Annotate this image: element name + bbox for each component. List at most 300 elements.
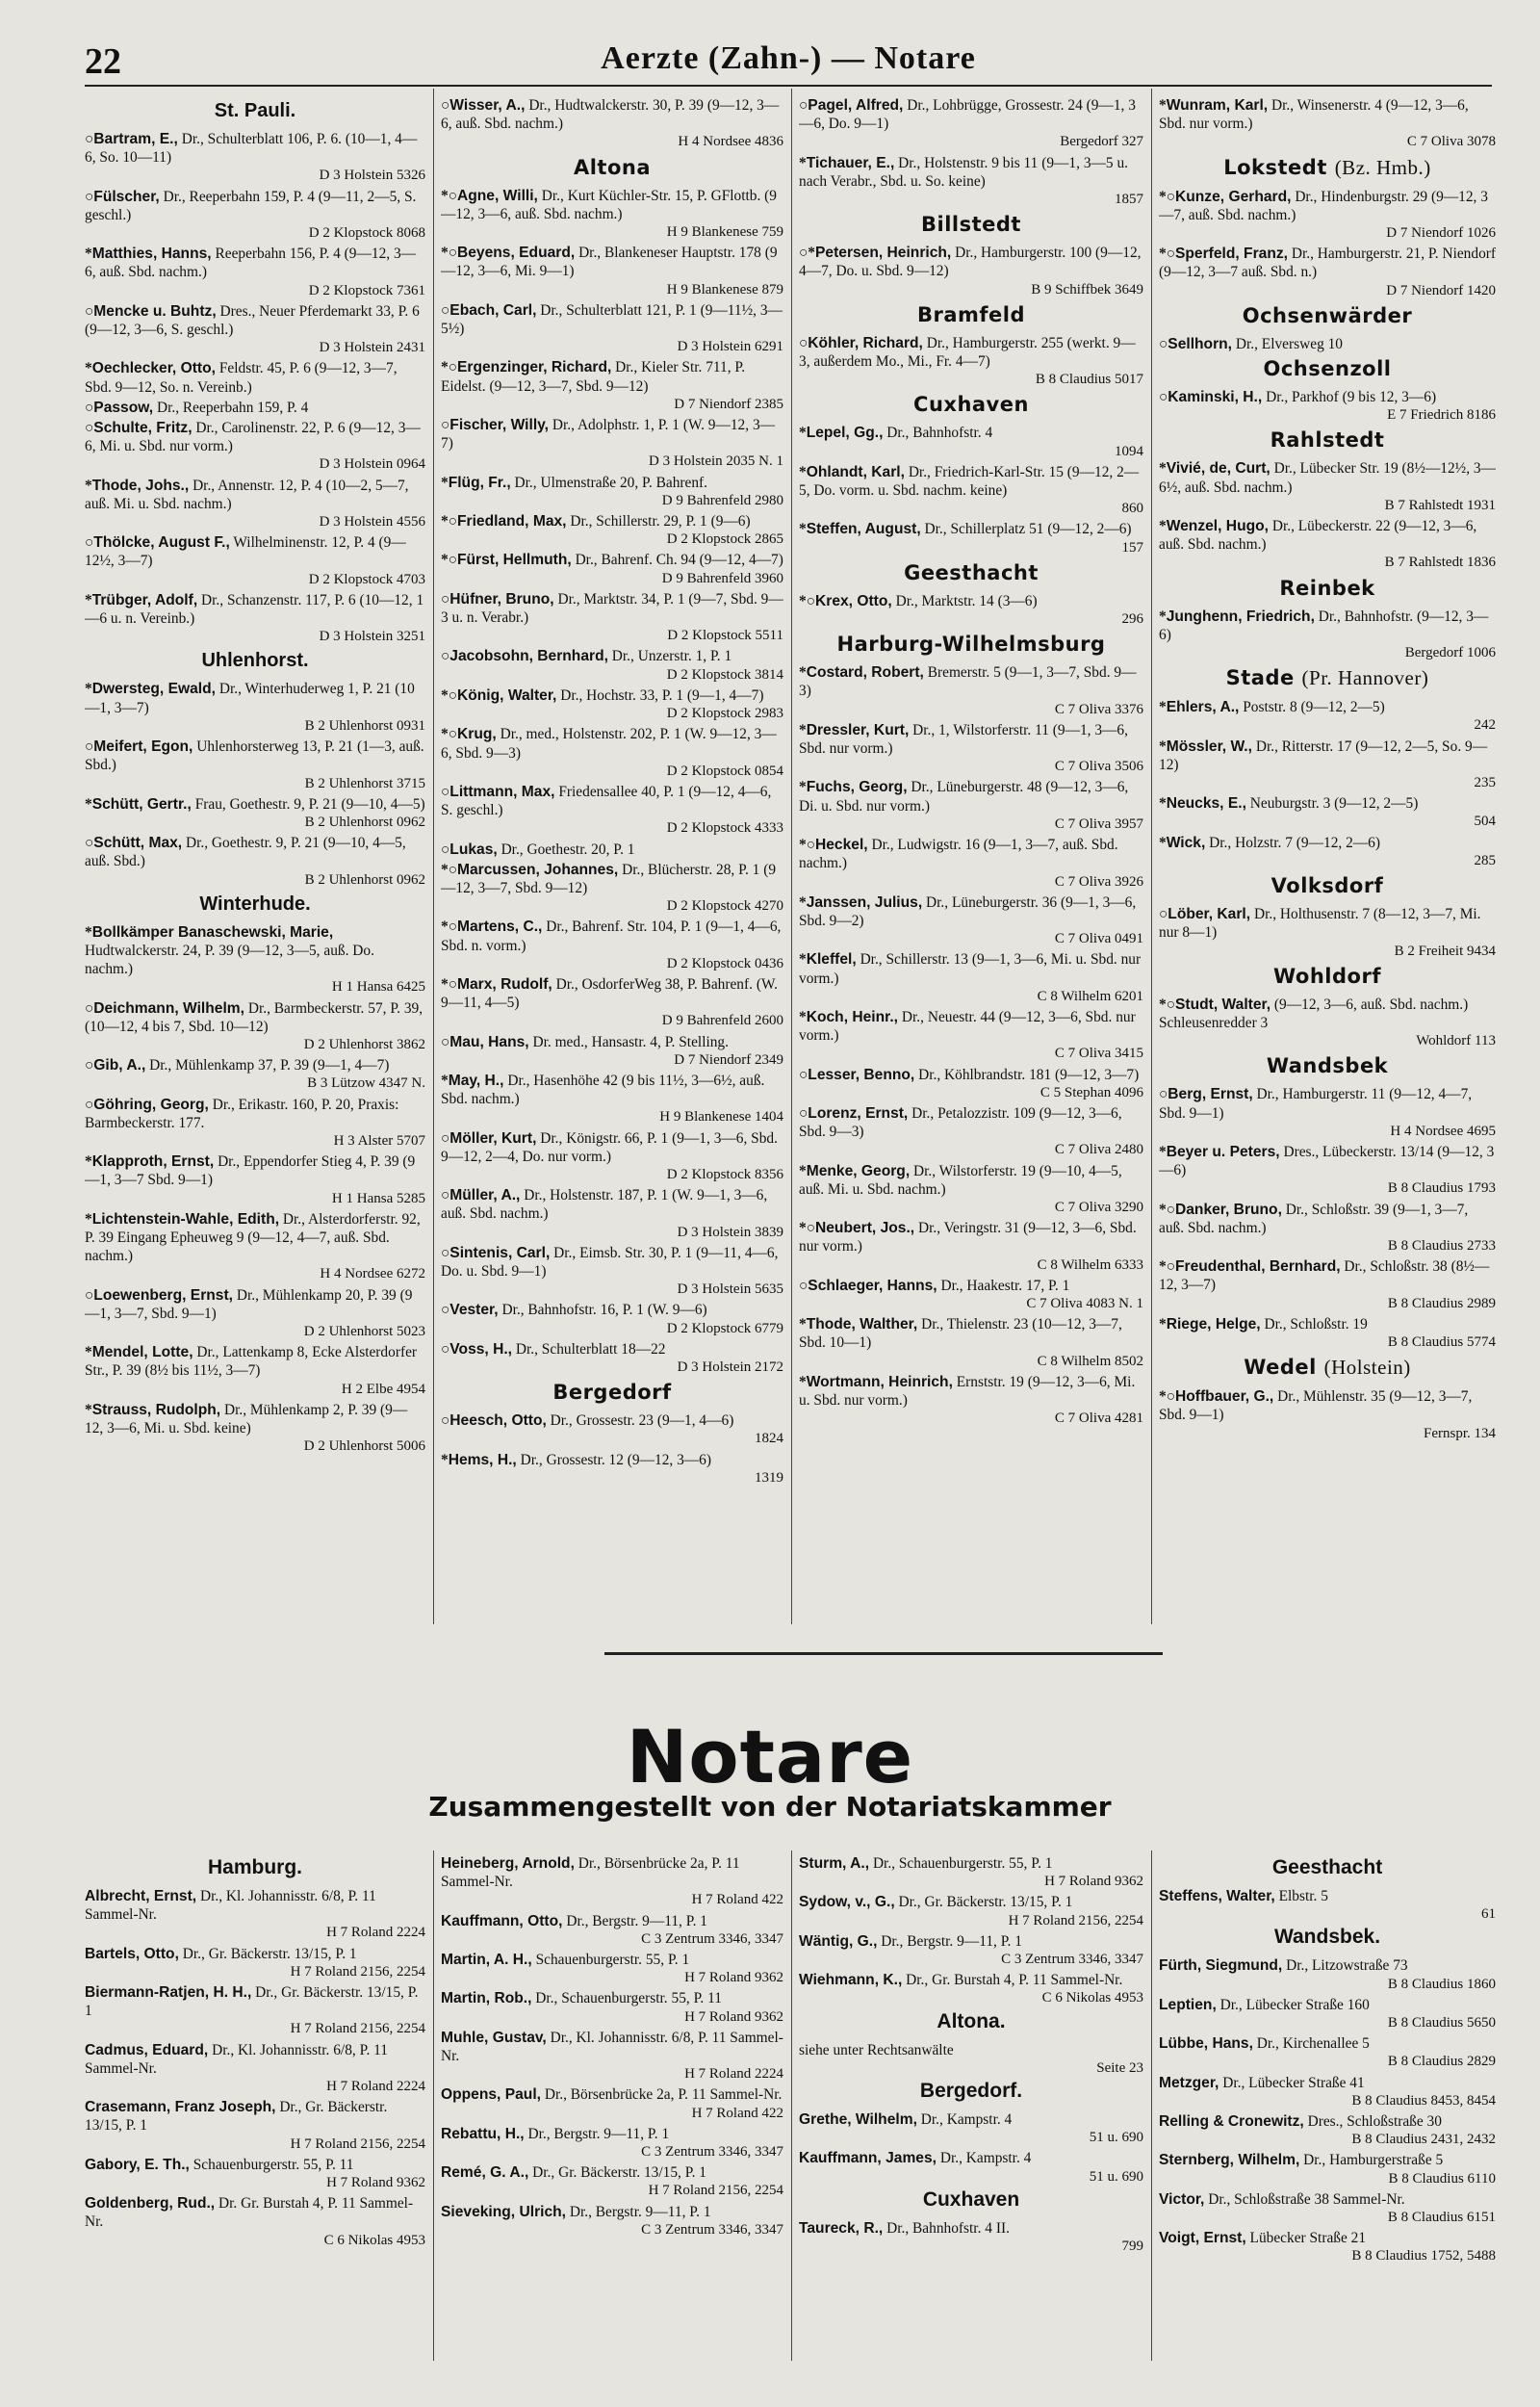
section-heading-text: Reinbek bbox=[1279, 576, 1375, 600]
list-item bbox=[85, 419, 425, 475]
list-item bbox=[1159, 2112, 1496, 2149]
list-item bbox=[85, 533, 425, 589]
entry-name: Sydow, v., G., bbox=[799, 1894, 895, 1911]
list-item bbox=[441, 512, 783, 549]
list-item bbox=[1159, 1387, 1496, 1443]
entry-marker: * bbox=[85, 1344, 92, 1361]
list-item bbox=[85, 477, 425, 532]
entry-marker: *○ bbox=[799, 592, 815, 609]
entry-details: Elbstr. 5 bbox=[1278, 1888, 1328, 1904]
list-item bbox=[441, 1129, 783, 1185]
entry-phone: D 3 Holstein 3839 bbox=[677, 1224, 783, 1240]
entry-details: Friedensallee 40, P. 1 (9—12, 4—6, S. geschl.) bbox=[441, 783, 772, 819]
entry-details: Dr., Bergstr. 9—11, P. 1 bbox=[527, 2125, 670, 2142]
list-item bbox=[1159, 1143, 1496, 1199]
entry-name: Ehlers, A., bbox=[1166, 699, 1240, 716]
section-heading-text: Bramfeld bbox=[916, 302, 1026, 326]
entry-phone: Fernspr. 134 bbox=[1424, 1425, 1496, 1441]
entry-phone: H 1 Hansa 6425 bbox=[331, 979, 425, 996]
column-divider bbox=[1151, 89, 1152, 1624]
notary-column-2 bbox=[441, 1854, 783, 2374]
entry-marker: * bbox=[799, 893, 807, 911]
entry-name: Jacobsohn, Bernhard, bbox=[449, 648, 608, 665]
entry-phone: D 2 Klopstock 3814 bbox=[666, 666, 783, 683]
entry-phone: B 2 Uhlenhorst 0931 bbox=[304, 717, 425, 734]
entry-marker: ○ bbox=[799, 97, 808, 114]
entry-name: Oppens, Paul, bbox=[441, 2086, 541, 2104]
entry-name: Petersen, Heinrich, bbox=[815, 245, 952, 262]
entry-details: Dr., Schillerplatz 51 (9—12, 2—6) bbox=[924, 521, 1132, 538]
entry-phone: 1824 bbox=[755, 1431, 783, 1447]
list-item bbox=[441, 1411, 783, 1448]
entry-phone: H 3 Alster 5707 bbox=[333, 1132, 425, 1149]
entry-marker: ○ bbox=[1159, 1086, 1168, 1103]
entry-marker: * bbox=[441, 1451, 449, 1468]
entry-marker: ○ bbox=[799, 1277, 808, 1294]
list-item bbox=[799, 244, 1143, 299]
entry-name: Lichtenstein-Wahle, Edith, bbox=[91, 1210, 280, 1228]
entry-phone: D 3 Holstein 2431 bbox=[319, 340, 425, 356]
entry-name: Kauffmann, James, bbox=[799, 2150, 937, 2167]
list-item bbox=[1159, 1956, 1496, 1993]
entry-name: May, H., bbox=[448, 1072, 504, 1089]
entry-marker: ○ bbox=[441, 1412, 450, 1430]
entry-phone: C 7 Oliva 3506 bbox=[1054, 759, 1143, 775]
entry-marker: *○ bbox=[1159, 1201, 1175, 1218]
entry-marker: * bbox=[1159, 738, 1167, 755]
entry-phone: 285 bbox=[1474, 852, 1496, 868]
page-header bbox=[85, 35, 1492, 87]
entry-phone: H 7 Roland 9362 bbox=[684, 2008, 783, 2025]
list-item bbox=[85, 302, 425, 358]
entry-phone: D 2 Klopstock 2865 bbox=[666, 531, 783, 548]
entry-details: Dr., Parkhof (9 bis 12, 3—6) bbox=[1266, 389, 1437, 406]
entry-details: Ernststr. 19 (9—12, 3—6, Mi. u. Sbd. nur vorm.) bbox=[799, 1373, 1136, 1409]
entry-marker: ○ bbox=[441, 97, 450, 114]
entry-name: Sieveking, Ulrich, bbox=[441, 2203, 566, 2220]
section-heading-subtext: (Holstein) bbox=[1323, 1356, 1411, 1380]
entry-name: Dwersteg, Ewald, bbox=[91, 681, 216, 698]
entry-name: Biermann-Ratjen, H. H., bbox=[85, 1984, 252, 2002]
entry-marker: * bbox=[1159, 795, 1167, 813]
list-item bbox=[441, 1989, 783, 2026]
entry-details: Dres., Lübeckerstr. 13/14 (9—12, 3—6) bbox=[1159, 1143, 1495, 1179]
entry-phone: 296 bbox=[1121, 611, 1143, 628]
entry-details: Dr., Hamburgerstr. 21, P. Niendorf (9—12, 3—7 auß. Sbd. n.) bbox=[1159, 246, 1496, 281]
list-item bbox=[441, 1033, 783, 1070]
entry-details: Neuburgstr. 3 (9—12, 2—5) bbox=[1249, 795, 1419, 813]
entry-marker: ○ bbox=[85, 1096, 94, 1113]
entry-phone: C 8 Wilhelm 6201 bbox=[1037, 988, 1143, 1004]
column-divider bbox=[791, 89, 792, 1624]
entry-phone: D 3 Holstein 6291 bbox=[677, 339, 783, 355]
entry-phone: D 2 Uhlenhorst 3862 bbox=[303, 1036, 425, 1052]
entry-name: Metzger, bbox=[1159, 2074, 1219, 2091]
notary-column-3 bbox=[799, 1854, 1143, 2374]
entry-phone: 504 bbox=[1474, 814, 1496, 830]
entry-details: Dr., Bahnhofstr. 16, P. 1 (W. 9—6) bbox=[501, 1302, 707, 1319]
entry-phone: H 7 Roland 2156, 2254 bbox=[648, 2183, 783, 2199]
list-item bbox=[85, 738, 425, 793]
entry-name: Marx, Rudolf, bbox=[457, 975, 552, 993]
entry-details: Dr., Kampstr. 4 bbox=[939, 2150, 1032, 2167]
section-heading-text: Wandsbek bbox=[1266, 1054, 1389, 1078]
section-heading bbox=[799, 393, 1143, 416]
entry-marker: *○ bbox=[441, 552, 457, 569]
entry-name: Fuchs, Georg, bbox=[806, 779, 908, 796]
entry-name: Agne, Willi, bbox=[457, 187, 538, 204]
entry-phone: B 8 Claudius 1793 bbox=[1387, 1180, 1496, 1197]
entry-name: Wiehmann, K., bbox=[799, 1972, 903, 1989]
entry-name: Sellhorn, bbox=[1168, 335, 1233, 352]
list-item bbox=[85, 1983, 425, 2039]
entry-details: Dr., Winsenerstr. 4 (9—12, 3—6, Sbd. nur vorm.) bbox=[1159, 97, 1469, 133]
entry-details: Dr., Schloßstr. 19 bbox=[1264, 1315, 1368, 1333]
entry-details: Dr., Petalozzistr. 109 (9—12, 3—6, Sbd. 9—3) bbox=[799, 1104, 1122, 1141]
entry-details: Dr., Kirchenallee 5 bbox=[1256, 2035, 1370, 2053]
entry-details: Dr., Schulterblatt 121, P. 1 (9—11½, 3—5½) bbox=[441, 301, 783, 338]
entry-phone: H 4 Nordsee 6272 bbox=[320, 1266, 425, 1282]
entry-phone: D 2 Klopstock 2983 bbox=[666, 706, 783, 722]
entry-details: Dr., Gr. Burstah 4, P. 11 Sammel-Nr. bbox=[906, 1972, 1123, 1989]
list-item bbox=[1159, 1201, 1496, 1256]
entry-name: Meifert, Egon, bbox=[93, 738, 193, 756]
entry-name: Kunze, Gerhard, bbox=[1175, 188, 1292, 205]
entry-marker: * bbox=[1159, 97, 1167, 114]
section-heading-text: Ochsenzoll bbox=[1263, 357, 1392, 381]
entry-name: Bartels, Otto, bbox=[85, 1945, 179, 1962]
entry-details: Dr., Ludwigstr. 16 (9—1, 3—7, auß. Sbd. nachm.) bbox=[799, 837, 1118, 872]
list-item bbox=[799, 893, 1143, 949]
entry-marker: * bbox=[799, 521, 807, 538]
entry-phone: D 3 Holstein 4556 bbox=[319, 514, 425, 531]
section-heading-text: Harburg-Wilhelmsburg bbox=[836, 633, 1106, 657]
entry-phone: C 7 Oliva 2480 bbox=[1054, 1142, 1143, 1158]
list-item bbox=[441, 1244, 783, 1300]
entry-name: Wunram, Karl, bbox=[1166, 97, 1269, 114]
entry-name: Bartram, E., bbox=[93, 131, 178, 147]
section-heading bbox=[85, 650, 425, 672]
entry-marker: * bbox=[85, 1401, 92, 1418]
list-item bbox=[799, 1373, 1143, 1429]
section-heading-text: Wohldorf bbox=[1273, 964, 1381, 988]
entry-name: Krex, Otto, bbox=[815, 592, 892, 609]
entry-name: Kauffmann, Otto, bbox=[441, 1912, 563, 1929]
entry-name: Tichauer, E., bbox=[806, 154, 895, 171]
entry-details: Dr., Winterhuderweg 1, P. 21 (10—1, 3—7) bbox=[85, 681, 415, 716]
list-item bbox=[799, 2149, 1143, 2186]
list-item bbox=[441, 2029, 783, 2084]
entry-marker: * bbox=[799, 1316, 807, 1333]
entry-details: Dr., Holstenstr. 187, P. 1 (W. 9—1, 3—6, auß. Sbd. nachm.) bbox=[441, 1187, 768, 1223]
entry-phone: D 2 Klopstock 0436 bbox=[666, 955, 783, 971]
entry-phone: C 7 Oliva 4083 N. 1 bbox=[1026, 1295, 1143, 1311]
entry-name: Lepel, Gg., bbox=[806, 425, 884, 442]
entry-marker: ○ bbox=[1159, 906, 1168, 923]
list-item bbox=[1159, 2034, 1496, 2071]
entry-marker: ○ bbox=[441, 1129, 450, 1147]
entry-phone: D 9 Bahrenfeld 2980 bbox=[661, 492, 783, 508]
section-heading bbox=[1159, 965, 1496, 988]
list-item bbox=[1159, 905, 1496, 961]
entry-marker: ○ bbox=[85, 534, 94, 552]
entry-marker: ○ bbox=[441, 301, 450, 319]
entry-name: Steffens, Walter, bbox=[1159, 1888, 1275, 1904]
entry-phone: D 2 Klopstock 0854 bbox=[666, 763, 783, 779]
list-item bbox=[799, 1104, 1143, 1160]
entry-name: Kleffel, bbox=[806, 951, 857, 969]
entry-marker: ○ bbox=[85, 302, 94, 320]
entry-name: Wick, bbox=[1166, 834, 1206, 851]
entry-marker: ○ bbox=[799, 1066, 808, 1083]
entry-details: Dr., Wilstorferstr. 19 (9—10, 4—5, auß. Mi. u. Sbd. nachm.) bbox=[799, 1162, 1122, 1198]
entry-name: Junghenn, Friedrich, bbox=[1166, 608, 1315, 625]
entry-name: Sintenis, Carl, bbox=[449, 1244, 551, 1261]
column-divider bbox=[433, 89, 434, 1624]
list-item bbox=[441, 2203, 783, 2239]
entry-marker: * bbox=[799, 951, 807, 969]
entry-phone: C 5 Stephan 4096 bbox=[1040, 1084, 1143, 1100]
entry-name: Thölcke, August F., bbox=[93, 534, 230, 552]
entry-details: Dr., Lohbrügge, Grossestr. 24 (9—1, 3—6, Do. 9—1) bbox=[799, 97, 1136, 133]
entry-phone: H 4 Nordsee 4836 bbox=[678, 134, 783, 150]
entry-marker: *○ bbox=[1159, 996, 1175, 1013]
entry-details: Dr., Ritterstr. 17 (9—12, 2—5, So. 9—12) bbox=[1159, 738, 1488, 773]
entry-name: Bollkämper Banaschewski, Marie, bbox=[91, 923, 334, 941]
entry-details: Dr., Lübecker Str. 19 (8½—12½, 3—6½, auß. Sbd. nachm.) bbox=[1159, 460, 1496, 496]
entry-phone: Seite 23 bbox=[1096, 2059, 1143, 2076]
entry-phone: D 2 Klopstock 7361 bbox=[308, 282, 425, 298]
entry-details: Dr., Schauenburgerstr. 55, P. 1 bbox=[872, 1855, 1053, 1872]
entry-marker: *○ bbox=[441, 861, 457, 878]
entry-phone: B 8 Claudius 1860 bbox=[1387, 1976, 1496, 1992]
entry-name: Marcussen, Johannes, bbox=[457, 861, 619, 878]
list-item bbox=[85, 1343, 425, 1399]
entry-phone: H 7 Roland 2156, 2254 bbox=[290, 1963, 425, 1980]
entry-phone: C 7 Oliva 0491 bbox=[1054, 931, 1143, 947]
list-item bbox=[85, 795, 425, 832]
entry-phone: D 2 Klopstock 5511 bbox=[667, 628, 783, 644]
list-item bbox=[85, 130, 425, 186]
list-item bbox=[441, 301, 783, 357]
list-item bbox=[441, 861, 783, 917]
entry-phone: H 7 Roland 2156, 2254 bbox=[290, 2021, 425, 2037]
list-item bbox=[799, 1008, 1143, 1064]
list-item bbox=[85, 245, 425, 300]
entry-phone: H 2 Elbe 4954 bbox=[341, 1381, 425, 1397]
entry-marker: ○ bbox=[441, 417, 450, 434]
entry-details: Dr., Kl. Johannisstr. 6/8, P. 11 Sammel-Nr. bbox=[85, 2041, 388, 2077]
entry-name: Freudenthal, Bernhard, bbox=[1175, 1258, 1341, 1276]
entry-phone: D 7 Niendorf 2349 bbox=[674, 1051, 783, 1068]
list-item bbox=[799, 836, 1143, 892]
list-item bbox=[799, 1971, 1143, 2007]
entry-phone: C 3 Zentrum 3346, 3347 bbox=[1001, 1952, 1143, 1968]
list-item bbox=[441, 1186, 783, 1242]
entry-phone: H 7 Roland 2224 bbox=[326, 1925, 425, 1941]
entry-marker: * bbox=[1159, 1143, 1167, 1160]
entry-marker: ○ bbox=[85, 399, 94, 416]
entry-details: Dr., Ulmenstraße 20, P. Bahrenf. bbox=[514, 474, 708, 491]
list-item bbox=[441, 1451, 783, 1488]
list-item bbox=[1159, 2074, 1496, 2110]
notary-column-1 bbox=[85, 1854, 425, 2374]
list-item bbox=[441, 2163, 783, 2200]
entry-marker: * bbox=[441, 1072, 449, 1089]
entry-name: Fischer, Willy, bbox=[449, 417, 549, 434]
entry-marker: * bbox=[85, 1153, 92, 1171]
entry-marker: ○ bbox=[85, 188, 94, 205]
entry-name: Löber, Karl, bbox=[1168, 906, 1251, 923]
entry-marker: * bbox=[1159, 834, 1167, 851]
entry-details: Dr., Lübeckerstr. 22 (9—12, 3—6, auß. Sbd. nachm.) bbox=[1159, 518, 1477, 554]
list-item bbox=[799, 2041, 1143, 2078]
entry-phone: B 8 Claudius 5650 bbox=[1387, 2015, 1496, 2032]
entry-details: Dr., Gr. Bäckerstr. 13/15, P. 1 bbox=[85, 1984, 419, 2020]
entry-details: Dr., Bahnhofstr. 4 II. bbox=[886, 2219, 1010, 2237]
entry-details: Dr. Gr. Burstah 4, P. 11 Sammel-Nr. bbox=[85, 2195, 414, 2231]
entry-marker: ○ bbox=[1159, 389, 1168, 406]
entry-phone: B 2 Uhlenhorst 0962 bbox=[304, 814, 425, 830]
list-item bbox=[441, 725, 783, 781]
section-heading-text: Rahlstedt bbox=[1270, 428, 1385, 453]
entry-phone: 860 bbox=[1121, 501, 1143, 517]
entry-details: Dr., Eimsb. Str. 30, P. 1 (9—11, 4—6, Do. u. Sbd. 9—1) bbox=[441, 1244, 779, 1280]
list-item bbox=[441, 358, 783, 414]
list-item bbox=[1159, 2190, 1496, 2227]
entry-name: Koch, Heinr., bbox=[806, 1008, 899, 1025]
entry-name: Pagel, Alfred, bbox=[808, 97, 904, 114]
entry-marker: *○ bbox=[441, 726, 457, 743]
entry-phone: 61 bbox=[1481, 1906, 1496, 1923]
entry-name: Ohlandt, Karl, bbox=[806, 463, 905, 480]
list-item bbox=[1159, 834, 1496, 870]
list-item bbox=[441, 975, 783, 1031]
entry-marker: *○ bbox=[1159, 1388, 1175, 1406]
entry-phone: B 2 Uhlenhorst 0962 bbox=[304, 871, 425, 888]
entry-details: Dr., Alsterdorferstr. 92, P. 39 Eingang Epheuweg 9 (9—12, 4—7, auß. Sbd. nachm.) bbox=[85, 1210, 421, 1265]
entry-phone: Bergedorf 327 bbox=[1060, 134, 1143, 150]
section-heading bbox=[441, 1381, 783, 1404]
entry-details: (9—12, 3—6, auß. Sbd. nachm.) Schleusenredder 3 bbox=[1159, 996, 1469, 1031]
section-heading bbox=[799, 2080, 1143, 2103]
list-item bbox=[799, 2110, 1143, 2147]
entry-phone: D 3 Holstein 3251 bbox=[319, 629, 425, 645]
entry-name: Danker, Bruno, bbox=[1175, 1201, 1282, 1218]
entry-phone: D 2 Klopstock 4703 bbox=[308, 571, 425, 587]
list-item bbox=[799, 1932, 1143, 1969]
list-item bbox=[799, 950, 1143, 1006]
entry-marker: * bbox=[799, 664, 807, 682]
list-item bbox=[441, 551, 783, 587]
entry-marker: * bbox=[441, 474, 449, 491]
list-item bbox=[1159, 794, 1496, 831]
entry-details: Wilhelminenstr. 12, P. 4 (9—12½, 3—7) bbox=[85, 534, 406, 570]
entry-name: Albrecht, Ernst, bbox=[85, 1888, 197, 1904]
list-item bbox=[441, 2125, 783, 2161]
entry-details: Dr., Schloßstraße 38 Sammel-Nr. bbox=[1208, 2190, 1405, 2208]
entry-name: Mössler, W., bbox=[1166, 738, 1252, 755]
list-item bbox=[799, 721, 1143, 777]
entry-marker: ○ bbox=[85, 1286, 94, 1304]
entry-phone: D 3 Holstein 0964 bbox=[319, 456, 425, 473]
entry-marker: * bbox=[799, 779, 807, 796]
entry-name: Gib, A., bbox=[93, 1057, 146, 1074]
list-item bbox=[1159, 459, 1496, 515]
list-item bbox=[85, 2098, 425, 2154]
entry-phone: 242 bbox=[1474, 717, 1496, 734]
entry-marker: ○ bbox=[85, 738, 94, 756]
list-item bbox=[1159, 96, 1496, 152]
column-divider bbox=[433, 1851, 434, 2361]
entry-name: Wäntig, G., bbox=[799, 1932, 878, 1950]
entry-name: Vivié, de, Curt, bbox=[1166, 460, 1270, 478]
entry-details: Dr., Hochstr. 33, P. 1 (9—1, 4—7) bbox=[560, 686, 764, 704]
entry-details: Dr., Gr. Bäckerstr. 13/15, P. 1 bbox=[898, 1894, 1073, 1911]
entry-phone: H 9 Blankenese 879 bbox=[666, 281, 783, 298]
entry-details: Dr., Hamburgerstraße 5 bbox=[1303, 2152, 1444, 2169]
list-item bbox=[85, 399, 425, 417]
entry-phone: H 1 Hansa 5285 bbox=[331, 1190, 425, 1206]
list-item bbox=[441, 244, 783, 299]
list-item bbox=[441, 590, 783, 646]
entry-details: Dr., Lübecker Straße 41 bbox=[1222, 2074, 1365, 2091]
entry-details: Dr., Reeperbahn 159, P. 4 (9—11, 2—5, S. geschl.) bbox=[85, 188, 417, 223]
entry-details: Frau, Goethestr. 9, P. 21 (9—10, 4—5) bbox=[194, 795, 425, 813]
list-item bbox=[799, 592, 1143, 629]
entry-name: Goldenberg, Rud., bbox=[85, 2195, 216, 2213]
entry-phone: H 7 Roland 422 bbox=[691, 1892, 783, 1908]
entry-phone: H 7 Roland 422 bbox=[691, 2105, 783, 2121]
entry-details: Dr., OsdorferWeg 38, P. Bahrenf. (W. 9—11, 4—5) bbox=[441, 975, 778, 1012]
section-heading bbox=[799, 561, 1143, 584]
entry-details: Dr., Holzstr. 7 (9—12, 2—6) bbox=[1209, 834, 1380, 851]
section-heading-text: Billstedt bbox=[921, 213, 1021, 237]
entry-name: Mau, Hans, bbox=[449, 1033, 529, 1050]
entry-phone: H 4 Nordsee 4695 bbox=[1390, 1123, 1496, 1139]
entry-details: Dr., Mühlenkamp 37, P. 39 (9—1, 4—7) bbox=[149, 1057, 390, 1074]
list-item bbox=[85, 999, 425, 1055]
entry-phone: C 7 Oliva 4281 bbox=[1054, 1411, 1143, 1427]
entry-phone: D 3 Holstein 5326 bbox=[319, 168, 425, 184]
list-item bbox=[441, 1301, 783, 1337]
entry-name: Rebattu, H., bbox=[441, 2125, 525, 2142]
list-item bbox=[799, 334, 1143, 390]
list-item bbox=[85, 1096, 425, 1152]
entry-name: Möller, Kurt, bbox=[449, 1129, 537, 1147]
entry-marker: *○ bbox=[1159, 246, 1175, 263]
list-item bbox=[85, 1401, 425, 1457]
entry-phone: 51 u. 690 bbox=[1089, 2168, 1143, 2185]
entry-marker: *○ bbox=[441, 187, 457, 204]
entry-details: Dr., 1, Wilstorferstr. 11 (9—1, 3—6, Sbd. nur vorm.) bbox=[799, 721, 1128, 758]
entry-phone: D 3 Holstein 2172 bbox=[677, 1359, 783, 1375]
entry-name: Taureck, R., bbox=[799, 2219, 884, 2237]
entry-details: Dr., Gr. Bäckerstr. 13/15, P. 1 bbox=[532, 2164, 706, 2182]
entry-name: Wenzel, Hugo, bbox=[1166, 518, 1269, 535]
entry-phone: H 9 Blankenese 759 bbox=[666, 224, 783, 241]
entry-marker: * bbox=[85, 681, 92, 698]
entry-marker: ○ bbox=[441, 783, 450, 800]
section-heading-subtext: (Pr. Hannover) bbox=[1301, 666, 1429, 690]
entry-phone: C 3 Zentrum 3346, 3347 bbox=[641, 2221, 783, 2238]
entry-name: Schütt, Max, bbox=[93, 835, 183, 852]
entry-details: Dr., Hamburgerstr. 100 (9—12, 4—7, Do. u. Sbd. 9—12) bbox=[799, 245, 1142, 280]
entry-name: Matthies, Hanns, bbox=[91, 246, 212, 263]
entry-name: Wisser, A., bbox=[449, 97, 526, 114]
entry-name: Loewenberg, Ernst, bbox=[93, 1286, 233, 1304]
entry-phone: B 9 Schiffbek 3649 bbox=[1031, 281, 1143, 298]
